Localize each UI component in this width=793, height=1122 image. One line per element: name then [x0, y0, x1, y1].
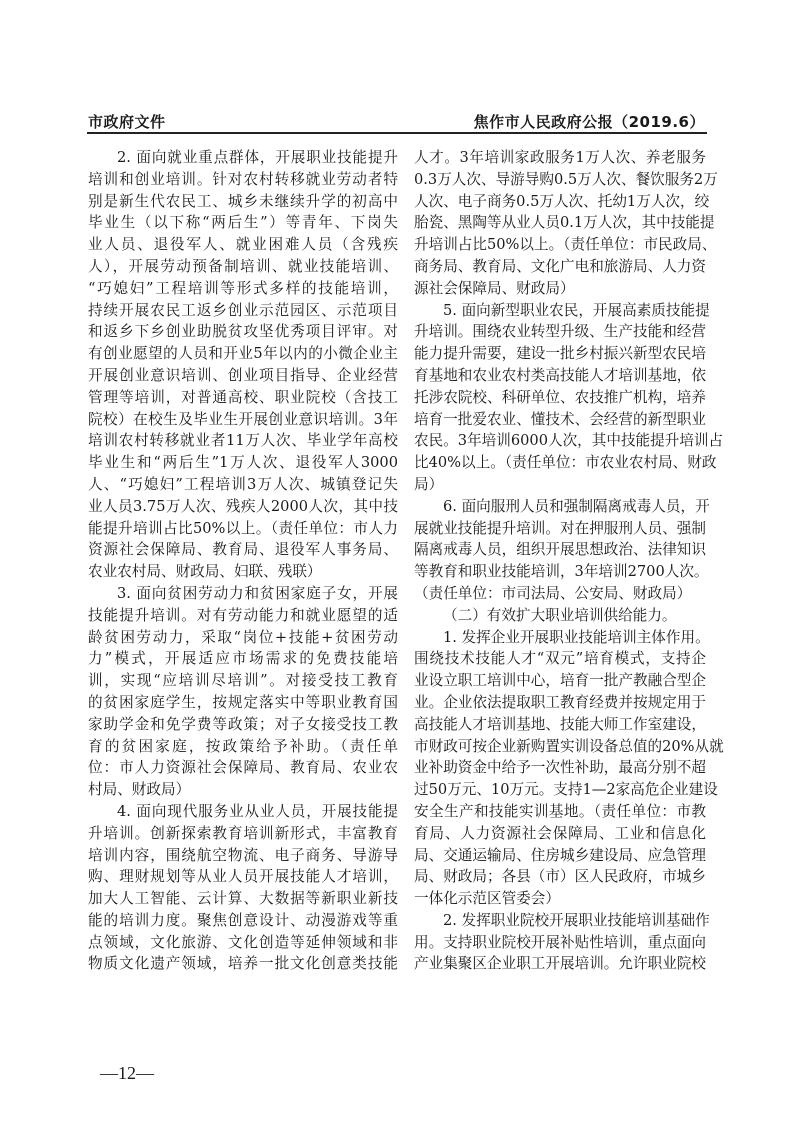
text-line: 位：市人力资源社会保障局、教育局、农业农 [88, 759, 398, 777]
text-line: 2. 发挥职业院校开展职业技能培训基础作 [443, 911, 710, 929]
text-line: 升培训。创新探索教育培训新形式，丰富教育 [88, 824, 398, 842]
text-line: 持续开展农民工返乡创业示范园区、示范项目 [88, 301, 398, 319]
text-line: 业人员、退役军人、就业困难人员（含残疾 [88, 236, 398, 254]
text-line: 业。企业依法提取职工教育经费并按规定用于 [414, 693, 706, 711]
text-line: （二）有效扩大职业培训供给能力。 [443, 606, 677, 624]
text-line: 比40%以上。（责任单位：市农业农村局、财政 [414, 454, 717, 472]
text-line: 3. 面向贫困劳动力和贫困家庭子女，开展 [117, 584, 398, 602]
text-line: 育基地和农业农村类高技能人才培训基地，依 [414, 366, 706, 384]
text-line: 业人员3.75万人次、残疾人2000人次，其中技 [88, 497, 398, 515]
text-line: 源社会保障局、财政局） [414, 279, 575, 297]
running-header-left: 市政府文件 [88, 113, 166, 131]
text-line: 安全生产和技能实训基地。（责任单位：市教 [414, 802, 706, 820]
text-line: 6. 面向服刑人员和强制隔离戒毒人员，开 [443, 497, 710, 515]
text-line: 点领域，文化旅游、文化创造等延伸领域和非 [88, 933, 398, 951]
text-line: 培育一批爱农业、懂技术、会经营的新型职业 [414, 410, 706, 428]
paragraph [414, 300, 724, 496]
text-line: 人才。3年培训家政服务1万人次、养老服务 [414, 149, 706, 166]
text-line: 5. 面向新型职业农民，开展高素质技能提 [443, 301, 710, 319]
text-line: 的贫困家庭学生，按规定落实中等职业教育国 [88, 693, 398, 711]
text-line: 展就业技能提升培训。对在押服刑人员、强制 [414, 519, 706, 537]
paragraph [88, 147, 398, 583]
left-column [88, 147, 398, 975]
paragraph [414, 910, 710, 975]
paragraph [414, 496, 710, 605]
right-column [414, 147, 724, 975]
text-line: 隔离戒毒人员，组织开展思想政治、法律知识 [414, 541, 706, 559]
text-line: 胎瓷、黑陶等从业人员0.1万人次，其中技能提 [414, 214, 715, 232]
text-line: 农民。3年培训6000人次，其中技能提升培训占 [414, 432, 724, 450]
text-line: 1. 发挥企业开展职业技能培训主体作用。 [443, 628, 710, 646]
paragraph [414, 147, 718, 300]
text-line: 育局、人力资源社会保障局、工业和信息化 [414, 824, 706, 842]
text-line: 2. 面向就业重点群体，开展职业技能提升 [117, 149, 398, 166]
text-line: 毕业生和“两后生”1万人次、退役军人3000 [88, 454, 398, 472]
paragraph [88, 583, 398, 801]
text-line: 农业农村局、财政局、妇联、残联） [88, 563, 322, 581]
text-line: 升培训。围绕农业转型升级、生产技能和经营 [414, 323, 706, 341]
text-line: 技能提升培训。对有劳动能力和就业愿望的适 [88, 606, 398, 624]
text-line: 局、财政局；各县（市）区人民政府，市城乡 [414, 868, 706, 886]
text-line: 升培训占比50%以上。（责任单位：市民政局、 [414, 236, 717, 254]
text-line: 管理等培训，对普通高校、职业院校（含技工 [88, 388, 398, 406]
text-line: 过50万元、10万元。支持1—2家高危企业建设 [414, 781, 718, 799]
text-line: 资源社会保障局、教育局、退役军人事务局、 [88, 541, 398, 559]
text-line: 开展创业意识培训、创业项目指导、企业经营 [88, 366, 398, 384]
text-line: （责任单位：市司法局、公安局、财政局） [414, 584, 692, 602]
text-line: 托涉农院校、科研单位、农技推广机构，培养 [414, 388, 706, 406]
text-line: 毕业生（以下称“两后生”）等青年、下岗失 [88, 214, 398, 232]
text-line: 等教育和职业技能培训，3年培训2700人次。 [414, 563, 709, 581]
text-line: 和返乡下乡创业助脱贫攻坚优秀项目评审。对 [88, 323, 398, 341]
text-line: 村局、财政局） [88, 781, 191, 799]
text-line: 业补助资金中给予一次性补助，最高分别不超 [414, 759, 706, 777]
text-line: 龄贫困劳动力，采取“岗位+技能+贫困劳动 [88, 628, 398, 646]
header-rule [87, 132, 707, 134]
text-line: 能的培训力度。聚焦创意设计、动漫游戏等重 [88, 911, 398, 929]
text-line: 培训和创业培训。针对农村转移就业劳动者特 [88, 170, 398, 188]
text-line: 有创业愿望的人员和开业5年以内的小微企业主 [88, 345, 398, 363]
running-header-right: 焦作市人民政府公报（2019.6） [473, 113, 705, 131]
paragraph [414, 627, 724, 910]
text-line: 商务局、教育局、文化广电和旅游局、人力资 [414, 257, 706, 275]
paragraph [88, 801, 398, 975]
text-line: 4. 面向现代服务业从业人员，开展技能提 [117, 802, 398, 820]
text-line: 一体化示范区管委会） [414, 890, 560, 908]
text-line: 人），开展劳动预备制培训、就业技能培训、 [88, 257, 398, 275]
text-line: 育的贫困家庭，按政策给予补助。（责任单 [88, 737, 398, 755]
text-line: 购、理财规划等从业人员开展技能人才培训， [88, 868, 398, 886]
text-line: 培训内容，围绕航空物流、电子商务、导游导 [88, 846, 398, 864]
text-line: 0.3万人次、导游导购0.5万人次、餐饮服务2万 [414, 170, 718, 188]
text-line: 能提升培训占比50%以上。（责任单位：市人力 [88, 519, 398, 537]
text-line: 加大人工智能、云计算、大数据等新职业新技 [88, 890, 398, 908]
text-line: 院校）在校生及毕业生开展创业意识培训。3年 [88, 410, 398, 428]
text-line: 业设立职工培训中心，培育一批产教融合型企 [414, 672, 706, 690]
text-line: 家助学金和免学费等政策；对子女接受技工教 [88, 715, 398, 733]
text-line: “巧媳妇”工程培训等形式多样的技能培训， [88, 279, 398, 297]
text-line: 别是新生代农民工、城乡未继续升学的初高中 [88, 192, 398, 210]
text-line: 训，实现“应培训尽培训”。对接受技工教育 [88, 672, 398, 690]
page-number: —12— [100, 1063, 154, 1083]
text-line: 市财政可按企业新购置实训设备总值的20%从就 [414, 737, 724, 755]
text-line: 局） [414, 475, 444, 493]
text-line: 人次、电子商务0.5万人次、托幼1万人次，绞 [414, 192, 710, 210]
text-line: 局、交通运输局、住房城乡建设局、应急管理 [414, 846, 706, 864]
text-line: 培训农村转移就业者11万人次、毕业学年高校 [88, 432, 398, 450]
text-line: 能力提升需要，建设一批乡村振兴新型农民培 [414, 345, 706, 363]
text-line: 力”模式，开展适应市场需求的免费技能培 [88, 650, 398, 668]
text-line: 用。支持职业院校开展补贴性培训，重点面向 [414, 933, 706, 951]
section-heading [414, 605, 706, 627]
text-line: 物质文化遗产领域，培养一批文化创意类技能 [88, 955, 398, 973]
text-line: 围绕技术技能人才“双元”培育模式，支持企 [414, 650, 706, 668]
text-line: 产业集聚区企业职工开展培训。允许职业院校 [414, 955, 706, 973]
text-line: 高技能人才培训基地、技能大师工作室建设， [414, 715, 706, 733]
text-line: 人、“巧媳妇”工程培训3万人次、城镇登记失 [88, 475, 398, 493]
